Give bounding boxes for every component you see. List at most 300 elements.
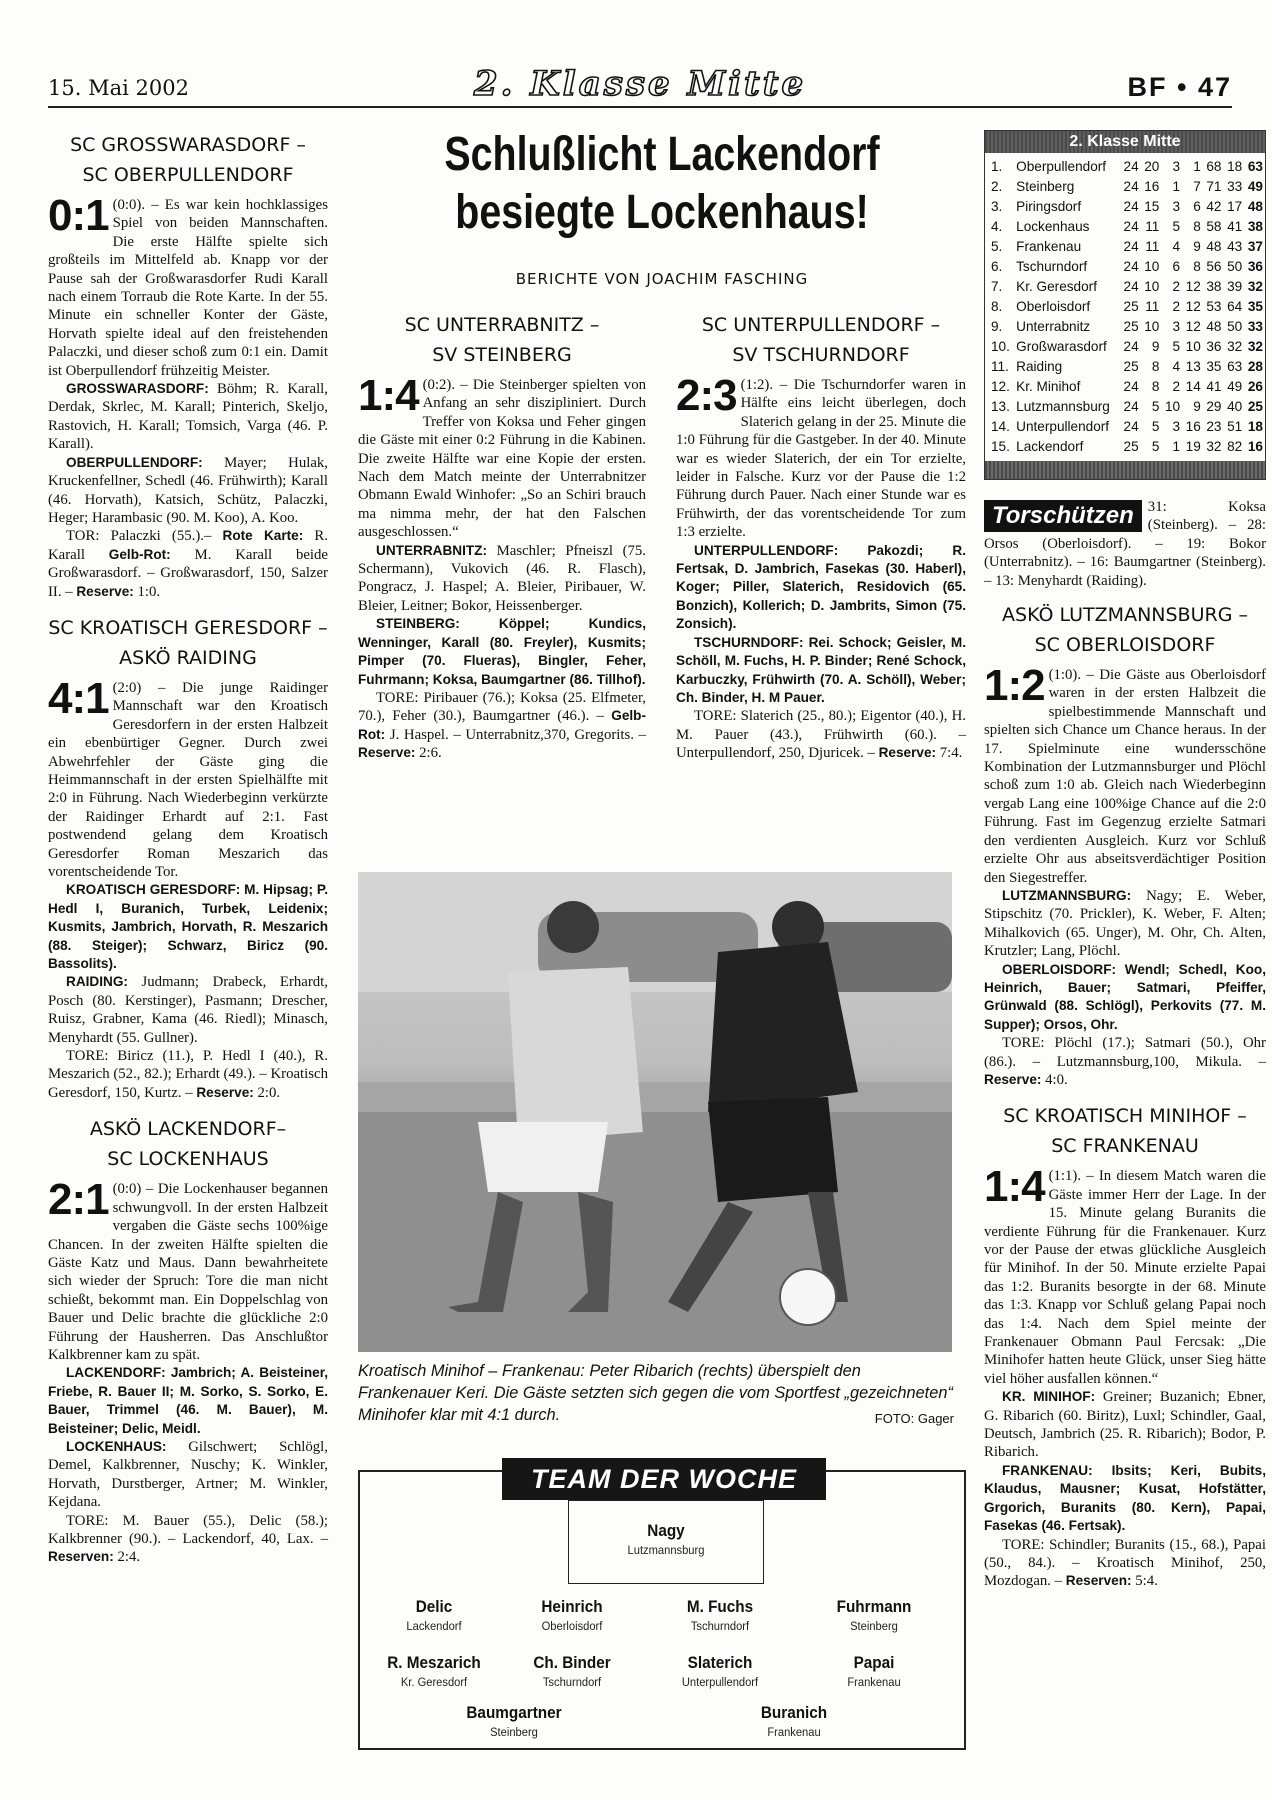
standings-team: Frankenau — [1016, 239, 1082, 254]
standings-points: 28 — [1247, 359, 1263, 374]
score: 2:3 — [676, 371, 737, 420]
standings-goals-for: 58 — [1206, 219, 1222, 234]
score: 4:1 — [48, 673, 109, 723]
standings-goals-for: 56 — [1206, 259, 1222, 274]
standings-goals-for: 53 — [1206, 299, 1222, 314]
standings-goals-for: 29 — [1206, 399, 1222, 414]
reserve-score: 2:4. — [117, 1549, 141, 1566]
standings-goals-against: 51 — [1227, 419, 1243, 434]
photo-caption — [358, 1360, 954, 1430]
standings-points: 37 — [1247, 239, 1263, 254]
player — [364, 1652, 504, 1690]
standings-row — [985, 257, 1265, 277]
player-club: Steinberg — [850, 1619, 898, 1633]
standings-draws: 3 — [1172, 159, 1181, 174]
standings-goals-against: 64 — [1227, 299, 1243, 314]
standings-team: Steinberg — [1016, 179, 1075, 194]
standings-goals-for: 71 — [1206, 179, 1222, 194]
standings-wins: 11 — [1145, 239, 1160, 254]
standings-draws: 2 — [1172, 299, 1181, 314]
player-club: Unterpullendorf — [681, 1675, 759, 1689]
match-report-geresdorf — [48, 613, 328, 1102]
match-heading: SV TSCHURNDORF — [732, 344, 910, 366]
standings-draws: 3 — [1172, 419, 1181, 434]
standings-draws: 6 — [1172, 259, 1181, 274]
reserve-score: 1:0. — [137, 583, 161, 600]
standings-wins: 5 — [1151, 439, 1160, 454]
lineup-label: GROSSWARASDORF: — [66, 381, 209, 397]
lineup-label: UNTERRABNITZ: — [376, 542, 488, 558]
standings-goals-against: 39 — [1227, 279, 1243, 294]
match-heading: ASKÖ RAIDING — [119, 646, 257, 669]
standings-games: 25 — [1123, 299, 1139, 314]
standings-goals-against: 63 — [1227, 359, 1243, 374]
match-report-lutzmannsburg — [984, 600, 1266, 1089]
player — [444, 1702, 584, 1740]
player-name: Fuhrmann — [836, 1597, 912, 1616]
score: 1:4 — [358, 371, 419, 420]
player-name: Baumgartner — [466, 1703, 562, 1722]
standings-losses: 16 — [1185, 419, 1201, 434]
lineup-text: Greiner; Buzanich; Ebner, G. Ribarich (60. Biritz), Luxl; Schindler, Gaal, Deutsch, Jambrich (25. R. Ribarich); Bodor, P. Ribarich. — [984, 1389, 1266, 1461]
standings-games: 24 — [1123, 159, 1139, 174]
standings-row — [985, 277, 1265, 297]
standings-goals-for: 48 — [1206, 239, 1222, 254]
yellow-red-text: J. Haspel. – Unterrabnitz,370, Gregorits. – — [389, 726, 646, 743]
standings-points: 16 — [1247, 439, 1263, 454]
reserve-score: 7:4. — [939, 745, 963, 762]
standings-points: 63 — [1247, 159, 1263, 174]
standings-draws: 4 — [1172, 359, 1181, 374]
standings-pos: 10. — [991, 339, 1010, 354]
standings-team: Großwarasdorf — [1016, 339, 1107, 354]
player — [364, 1596, 504, 1634]
player — [502, 1596, 642, 1634]
lineup-text: Gilschwert; Schlögl, Demel, Kalkbrenner, Nuschy; K. Winkler, Horvath, Durstberger, Artner; M. Winkler, Kejdana. — [48, 1438, 328, 1511]
standings-row — [985, 157, 1265, 177]
player — [724, 1702, 864, 1740]
player-name: Slaterich — [687, 1653, 753, 1672]
match-heading: SC UNTERRABNITZ – — [404, 314, 600, 336]
lineup-label: TSCHURNDORF: — [694, 634, 804, 650]
player-club: Tschurndorf — [690, 1619, 750, 1633]
standings-grid — [985, 157, 1265, 457]
goals-text: Plöchl (17.); Satmari (50.), Ohr (86.). – Lutzmannsburg,100, Mikula. – — [984, 1035, 1266, 1070]
standings-points: 25 — [1247, 399, 1263, 414]
standings-pos: 12. — [991, 379, 1010, 394]
lineup-label: UNTERPULLENDORF: — [694, 542, 839, 558]
lineup-text: Ibsits; Keri, Bubits, Klaudus, Mausner; Kusat, Hofstätter, Grgorich, Buranits (80. Kern), Papai, Fasekas (46. Fertsak). — [984, 1462, 1266, 1534]
standings-points: 38 — [1247, 219, 1263, 234]
yellow-red-label: Gelb-Rot: — [358, 708, 646, 742]
goals-label: TORE: — [66, 1048, 109, 1065]
caption-text: Kroatisch Minihof – Frankenau: Peter Ribarich (rechts) überspielt den Frankenauer Keri. Die Gäste setzten sich gegen die vom Sportfest „gezeichneten“ Minihofer klar mit 4:1 durch. — [358, 1362, 953, 1424]
standings-wins: 10 — [1144, 259, 1160, 274]
standings-draws: 2 — [1172, 279, 1181, 294]
standings-losses: 12 — [1185, 279, 1201, 294]
standings-team: Lockenhaus — [1016, 219, 1090, 234]
standings-wins: 20 — [1144, 159, 1160, 174]
standings-goals-for: 48 — [1206, 319, 1222, 334]
lineup-text: Pakozdi; R. Fertsak, D. Jambrich, Fasekas (30. Haberl), Koger; Piller, Slaterich, Residovich (65. Bonzich), Kollerich; D. Jambrits, Simon (75. Zonsich). — [676, 542, 966, 632]
section-title: 2. Klasse Mitte — [473, 64, 807, 104]
standings-games: 25 — [1123, 359, 1139, 374]
lineup-text: Mayer; Hulak, Kruckenfellner, Schedl (46. Frühwirth); Karall (46. Horvath), Katsich, Schütz, Palaczki, Heger; Harambasic (90. M. Koo), A. Koo. — [48, 454, 328, 526]
standings-pos: 9. — [991, 319, 1003, 334]
standings-losses: 13 — [1185, 359, 1201, 374]
lineup-label: LACKENDORF: — [66, 1365, 166, 1381]
standings-team: Piringsdorf — [1016, 199, 1082, 214]
report-text: (0:2). – Die Steinberger spielten von Anfang an sehr diszipliniert. Durch Treffer von Koksa und Feher gingen die Gäste mit einer 0:2 Führung in die Kabinen. Die zweite Hälfte war eine Kopie der ersten. Nach dem Match meinte der Unterrabnitzer Obmann Ewald Winhofer: „So an Schiri brauch ma nimma mehr, der hat den Falschen ausgeschlossen.“ — [358, 377, 646, 541]
standings-wins: 8 — [1151, 359, 1160, 374]
reserve-score: 2:6. — [419, 745, 442, 762]
player-name: Buranich — [760, 1703, 828, 1722]
goals-label: TORE: — [694, 708, 737, 725]
goals-text: M. Bauer (55.), Delic (58.); Kalkbrenner (90.). – Lackendorf, 40, Lax. – — [48, 1512, 328, 1547]
player-name: Heinrich — [541, 1597, 603, 1616]
standings-goals-against: 33 — [1227, 179, 1243, 194]
lineup-text: Maschler; Pfneiszl (75. Schermann), Vukovich (46. R. Flasch), Pongracz, J. Haspel; A. Bleier, Piribauer, W. Bleier, Leitner; Bokor, Heissenberger. — [358, 542, 646, 614]
standings-team: Oberloisdorf — [1016, 299, 1091, 314]
standings-wins: 9 — [1151, 339, 1160, 354]
standings-pos: 6. — [991, 259, 1003, 274]
standings-games: 25 — [1123, 439, 1139, 454]
standings-table — [984, 130, 1266, 480]
report-text: (0:0). – Es war kein hochklassiges Spiel von beiden Mannschaften. Die erste Hälfte spielte sich großteils im Mittelfeld ab. Knapp vor der Pause sah der Großwarasdorfer Rudi Karall nach einem Torraub die Rote Karte. In der 55. Minute ein schneller Konter der Gäste, Horvath spielte ideal auf den freistehenden Palaczki, und dieser schoß zum 0:1 ein. Damit ist Oberpullendorf frühzeitig Meister. — [48, 197, 328, 379]
match-heading: SC OBERLOISDORF — [1034, 634, 1216, 657]
photo-credit: FOTO: Gager — [874, 1411, 954, 1426]
top-scorers-text: 31: Koksa (Steinberg). – 28: Orsos (Oberloisdorf). – 19: Bokor (Unterrabnitz). – 16: Baumgartner (Steinberg). – 13: Menyhardt (Raiding). — [984, 499, 1266, 589]
standings-points: 36 — [1247, 259, 1263, 274]
goals-label: TORE: — [1002, 1536, 1045, 1553]
standings-goals-against: 18 — [1227, 159, 1243, 174]
goals-text: Palaczki (55.).– — [110, 528, 212, 545]
lineup-label: KROATISCH GERESDORF: — [66, 882, 241, 898]
standings-games: 24 — [1123, 239, 1139, 254]
right-column — [984, 130, 1266, 1603]
standings-pos: 3. — [991, 199, 1003, 214]
standings-wins: 8 — [1151, 379, 1160, 394]
standings-draws: 3 — [1172, 319, 1181, 334]
standings-pos: 13. — [991, 399, 1010, 414]
standings-team: Lackendorf — [1016, 439, 1084, 454]
standings-goals-against: 41 — [1227, 219, 1243, 234]
match-heading: SC FRANKENAU — [1051, 1135, 1199, 1158]
photo-illustration — [358, 872, 952, 1352]
standings-losses: 6 — [1193, 199, 1201, 214]
player-name: Papai — [853, 1653, 895, 1672]
standings-team: Kr. Geresdorf — [1016, 279, 1097, 294]
standings-games: 25 — [1123, 319, 1139, 334]
reserve-label: Reserven: — [48, 1549, 114, 1565]
lineup-label: OBERLOISDORF: — [1002, 961, 1117, 977]
left-column — [48, 130, 328, 1579]
report-text: (1:0). – Die Gäste aus Oberloisdorf waren in der ersten Halbzeit die spielbestimmende Mannschaft und spielten sich Chance um Chance heraus. In der 17. Spielminute eine wundersschöne Kombination der Lutzmannsburger und Plöchl schoß zum 1:0 ab. Gleich nach Wiederbeginn vergab Lang eine 100%ige Chance auf die 2:0 Führung. Fast im Gegenzug erzielte Satmari den verdienten Ausgleich. Kurz vor Schluß erzielte Ohr aus abseitsverdächtiger Position den Siegestreffer. — [984, 667, 1266, 886]
standings-losses: 14 — [1185, 379, 1201, 394]
lineup-text: Jambrich; A. Beisteiner, Friebe, R. Bauer II; M. Sorko, S. Sorko, E. Bauer, Trimmel (46. M. Bauer), M. Beisteiner; Delic, Meidl. — [48, 1365, 329, 1436]
standings-wins: 15 — [1144, 199, 1160, 214]
lineup-label: RAIDING: — [66, 974, 128, 990]
reserve-label: Reserven: — [1065, 1573, 1132, 1589]
standings-pos: 4. — [991, 219, 1003, 234]
standings-pos: 7. — [991, 279, 1003, 294]
standings-team: Kr. Minihof — [1016, 379, 1081, 394]
standings-goals-for: 38 — [1206, 279, 1222, 294]
standings-team: Oberpullendorf — [1016, 159, 1107, 174]
standings-pos: 14. — [991, 419, 1010, 434]
reserve-score: 5:4. — [1135, 1573, 1158, 1590]
standings-footer — [985, 461, 1265, 479]
standings-losses: 9 — [1193, 399, 1201, 414]
yellow-red-text: M. Karall beide Großwarasdorf. – Großwarasdorf, 150, Salzer II. – — [48, 546, 329, 600]
player-name: Delic — [415, 1597, 453, 1616]
player-club: Frankenau — [847, 1675, 901, 1689]
yellow-red-label: Gelb-Rot: — [108, 546, 171, 562]
player — [650, 1652, 790, 1690]
lineup-label: FRANKENAU: — [1002, 1462, 1093, 1478]
reserve-label: Reserve: — [878, 745, 937, 761]
standings-losses: 9 — [1193, 239, 1201, 254]
standings-games: 24 — [1123, 379, 1139, 394]
goals-text: Biricz (11.), P. Hedl I (40.), R. Meszarich (52., 82.); Erhardt (49.). – Kroatisch Geresdorf, 150, Kurtz. – — [48, 1048, 329, 1101]
red-card-text: R. Karall — [48, 528, 328, 563]
standings-games: 24 — [1123, 179, 1139, 194]
reserve-label: Reserve: — [76, 583, 134, 599]
player-name: M. Fuchs — [686, 1597, 754, 1616]
standings-games: 24 — [1123, 259, 1139, 274]
standings-games: 24 — [1123, 219, 1139, 234]
goals-label: TORE: — [376, 689, 419, 706]
standings-games: 24 — [1123, 199, 1139, 214]
standings-wins: 11 — [1145, 219, 1160, 234]
standings-losses: 8 — [1193, 219, 1201, 234]
main-headline: Schlußlicht Lackendorf besiegte Lockenhaus! — [444, 128, 880, 239]
score: 0:1 — [48, 191, 109, 240]
player-name: R. Meszarich — [387, 1653, 481, 1672]
standings-draws: 1 — [1172, 179, 1181, 194]
standings-points: 35 — [1247, 299, 1263, 314]
standings-points: 33 — [1247, 319, 1263, 334]
standings-points: 49 — [1247, 179, 1263, 194]
reserve-score: 4:0. — [1045, 1071, 1068, 1088]
standings-row — [985, 217, 1265, 237]
lineup-label: LOCKENHAUS: — [66, 1438, 167, 1454]
standings-row — [985, 337, 1265, 357]
lineup-text: Köppel; Kundics, Wenninger, Karall (80. Freyler), Kusmits; Pimper (70. Flueras), Bingler, Feher, Fuhrmann; Koksa, Baumgartner (86. Tillhof). — [358, 616, 646, 687]
standings-points: 48 — [1247, 199, 1263, 214]
match-heading: SC GROSSWARASDORF – — [70, 134, 306, 156]
player-club: Tschurndorf — [542, 1675, 602, 1689]
player-goalkeeper — [596, 1520, 736, 1558]
standings-pos: 2. — [991, 179, 1003, 194]
standings-title: 2. Klasse Mitte — [985, 131, 1265, 153]
reserve-label: Reserve: — [196, 1084, 254, 1100]
standings-row — [985, 317, 1265, 337]
standings-wins: 5 — [1151, 399, 1160, 414]
report-text: (0:0) – Die Lockenhauser begannen schwungvoll. In der ersten Halbzeit vergaben die Gäste sechs 100%ige Chancen. In der zweiten Hälfte spielten die Gäste Katz und Maus. Dann bewahrheitete sich wieder der Spruch: Tore die man nicht schießt, bekommt man. Ein Doppelschlag von Bauer und Delic brachte die glückliche 2:0 Führung der Hausherren. Das Anschlußtor Kalkbrenner kam zu spät. — [48, 1181, 328, 1363]
standings-losses: 12 — [1185, 299, 1201, 314]
byline: BERICHTE VON JOACHIM FASCHING — [515, 270, 809, 288]
match-heading: SC KROATISCH MINIHOF – — [1003, 1105, 1247, 1128]
standings-points: 32 — [1247, 339, 1263, 354]
match-heading: SV STEINBERG — [432, 344, 572, 366]
page-number: BF • 47 — [1127, 72, 1232, 102]
standings-draws: 1 — [1172, 439, 1181, 454]
goals-label: TORE: — [1002, 1035, 1045, 1052]
report-text: (2:0) – Die junge Raidinger Mannschaft war den Kroatisch Geresdorfern in der ersten Halbzeit ein ebenbürtiger Gegner. Durch zwei Abwehrfehler der Gäste ging die Heimmannschaft in der ersten Spielhälfte mit 2:0 in Führung. Nach Wiederbeginn verkürzte der Raidinger Erhardt auf 2:1. Fast postwendend gelang dem Kroatisch Geresdorfer Roman Meszarich das vorentscheidende Tor. — [48, 679, 328, 880]
standings-draws: 10 — [1164, 399, 1181, 414]
standings-goals-for: 42 — [1206, 199, 1222, 214]
standings-wins: 16 — [1144, 179, 1160, 194]
match-report-unterpullendorf — [676, 310, 966, 763]
standings-games: 24 — [1123, 419, 1139, 434]
standings-wins: 10 — [1144, 279, 1160, 294]
standings-games: 24 — [1123, 279, 1139, 294]
standings-pos: 5. — [991, 239, 1003, 254]
lineup-label: STEINBERG: — [376, 616, 460, 632]
lineup-label: LUTZMANNSBURG: — [1002, 887, 1132, 903]
top-scorers-label: Torschützen — [984, 500, 1142, 532]
player — [804, 1652, 944, 1690]
match-heading: SC OBERPULLENDORF — [82, 164, 294, 186]
team-of-the-week — [358, 1464, 966, 1750]
standings-draws: 2 — [1172, 379, 1181, 394]
standings-losses: 10 — [1185, 339, 1201, 354]
reserve-score: 2:0. — [257, 1084, 281, 1101]
match-heading: ASKÖ LUTZMANNSBURG – — [1002, 604, 1248, 627]
standings-goals-for: 36 — [1206, 339, 1222, 354]
standings-draws: 5 — [1172, 339, 1181, 354]
standings-goals-against: 50 — [1227, 319, 1243, 334]
lineup-text: Rei. Schock; Geisler, M. Schöll, M. Fuchs, H. P. Binder; René Schock, Karbuczky, Frühwirth (70. A. Schöll), Weber; Ch. Binder, H. M Pauer. — [676, 634, 966, 705]
standings-losses: 7 — [1193, 179, 1201, 194]
standings-row — [985, 357, 1265, 377]
standings-row — [985, 377, 1265, 397]
standings-team: Unterpullendorf — [1016, 419, 1110, 434]
standings-team: Tschurndorf — [1016, 259, 1088, 274]
lineup-label: KR. MINIHOF: — [1002, 1389, 1096, 1405]
standings-points: 26 — [1247, 379, 1263, 394]
standings-goals-against: 17 — [1227, 199, 1243, 214]
lineup-text: M. Hipsag; P. Hedl I, Buranich, Turbek, Leidenix; Kusmits, Jambrich, Horvath, R. Meszarich (88. Steiger); Schwarz, Biricz (90. Bassolits). — [48, 882, 328, 972]
match-heading: SC KROATISCH GERESDORF – — [48, 616, 328, 639]
standings-wins: 10 — [1144, 319, 1160, 334]
standings-row — [985, 197, 1265, 217]
lineup-text: Böhm; R. Karall, Derdak, Skrlec, M. Karall; Pinterich, Skeljo, Rastovich, H. Karall; Tomsich, Varga (46. P. Karall). — [48, 381, 328, 453]
goals-label: TOR: — [66, 528, 100, 545]
player — [804, 1596, 944, 1634]
standings-goals-for: 35 — [1206, 359, 1222, 374]
match-heading: SC LOCKENHAUS — [107, 1148, 269, 1171]
standings-losses: 8 — [1193, 259, 1201, 274]
lineup-text: Wendl; Schedl, Koo, Heinrich, Bauer; Satmari, Pfeiffer, Grünwald (88. Schlögl), Perkovits (77. M. Supper); Orsos, Ohr. — [984, 961, 1266, 1032]
player-club: Lutzmannsburg — [627, 1543, 705, 1557]
match-report-minihof — [984, 1101, 1266, 1590]
standings-draws: 3 — [1172, 199, 1181, 214]
standings-pos: 1. — [991, 159, 1003, 174]
standings-team: Unterrabnitz — [1016, 319, 1091, 334]
standings-row — [985, 177, 1265, 197]
standings-draws: 4 — [1172, 239, 1181, 254]
reserve-label: Reserve: — [358, 745, 416, 761]
reserve-label: Reserve: — [984, 1071, 1042, 1087]
standings-wins: 11 — [1145, 299, 1160, 314]
red-card-label: Rote Karte: — [222, 528, 304, 544]
match-photo — [358, 872, 952, 1352]
standings-losses: 1 — [1193, 159, 1201, 174]
standings-goals-against: 43 — [1227, 239, 1243, 254]
score: 2:1 — [48, 1175, 109, 1225]
match-report-unterrabnitz — [358, 310, 646, 763]
score: 1:2 — [984, 661, 1045, 711]
goals-text: Piribauer (76.); Koksa (25. Elfmeter, 70.), Feher (30.), Baumgartner (46.). – — [358, 689, 646, 725]
player-club: Lackendorf — [406, 1619, 462, 1633]
standings-wins: 5 — [1151, 419, 1160, 434]
standings-row — [985, 417, 1265, 437]
standings-games: 24 — [1123, 399, 1139, 414]
standings-goals-for: 23 — [1206, 419, 1222, 434]
match-heading: ASKÖ LACKENDORF– — [89, 1118, 287, 1141]
standings-goals-against: 82 — [1227, 439, 1243, 454]
player-club: Frankenau — [767, 1725, 821, 1739]
standings-row — [985, 397, 1265, 417]
standings-losses: 12 — [1185, 319, 1201, 334]
standings-draws: 5 — [1172, 219, 1181, 234]
standings-goals-for: 32 — [1206, 439, 1222, 454]
player-name: Ch. Binder — [533, 1653, 611, 1672]
lineup-label: OBERPULLENDORF: — [66, 454, 203, 470]
standings-goals-against: 40 — [1227, 399, 1243, 414]
page-header — [48, 60, 1232, 108]
standings-team: Lutzmannsburg — [1016, 399, 1110, 414]
score: 1:4 — [984, 1162, 1045, 1212]
player-club: Kr. Geresdorf — [400, 1675, 468, 1689]
standings-points: 32 — [1247, 279, 1263, 294]
player-club: Steinberg — [490, 1725, 538, 1739]
standings-goals-for: 68 — [1206, 159, 1222, 174]
player — [650, 1596, 790, 1634]
standings-pos: 8. — [991, 299, 1003, 314]
standings-team: Raiding — [1016, 359, 1063, 374]
player-club: Oberloisdorf — [541, 1619, 603, 1633]
goals-text: Schindler; Buranits (15., 68.), Papai (50., 84.). – Kroatisch Minihof, 250, Mozdogan. – — [984, 1536, 1266, 1590]
match-report-grosswarasdorf — [48, 130, 328, 601]
standings-row — [985, 297, 1265, 317]
standings-goals-against: 50 — [1227, 259, 1243, 274]
standings-pos: 15. — [991, 439, 1010, 454]
standings-row — [985, 437, 1265, 457]
issue-date: 15. Mai 2002 — [48, 76, 189, 100]
top-scorers — [984, 498, 1266, 590]
standings-games: 24 — [1123, 339, 1139, 354]
report-text: (1:2). – Die Tschurndorfer waren in Hälfte eins leicht überlegen, doch Slaterich gelang in der 25. Minute die 1:0 Führung für die Gastgeber. In der 40. Minute war es wieder Slaterich, der ein Tor erzielte, leider in Falsche. Kurz vor der Pause die 1:2 Führung durch Pauer. Nach einer Stunde war es Frühwirth, der das vorentscheidende Tor zum 1:3 erzielte. — [676, 377, 966, 541]
goals-text: Slaterich (25., 80.); Eigentor (40.), H. M. Pauer (43.), Frühwirth (60.). – Unterpullendorf, 250, Djuricek. – — [676, 708, 966, 762]
standings-row — [985, 237, 1265, 257]
lineup-text: Nagy; E. Weber, Stipschitz (70. Prickler), K. Weber, F. Alten; Mihalkovich (65. Unger), M. Ohr, Ch. Alten, Krutzler; Lang, Plöchl. — [984, 887, 1266, 960]
standings-goals-against: 32 — [1227, 339, 1243, 354]
lineup-text: Judmann; Drabeck, Erhardt, Posch (80. Kerstinger), Pasmann; Drescher, Ruisz, Grabner, Kama (46. Riedl); Minasch, Menyhardt (55. Gullner). — [48, 974, 328, 1046]
match-report-lackendorf — [48, 1114, 328, 1567]
standings-losses: 19 — [1185, 439, 1201, 454]
goals-label: TORE: — [66, 1512, 109, 1529]
team-of-the-week-title: TEAM DER WOCHE — [502, 1458, 826, 1500]
match-heading: SC UNTERPULLENDORF – — [701, 314, 941, 336]
player-name: Nagy — [647, 1521, 685, 1540]
standings-goals-for: 41 — [1206, 379, 1222, 394]
standings-points: 18 — [1247, 419, 1263, 434]
standings-goals-against: 49 — [1227, 379, 1243, 394]
player — [502, 1652, 642, 1690]
